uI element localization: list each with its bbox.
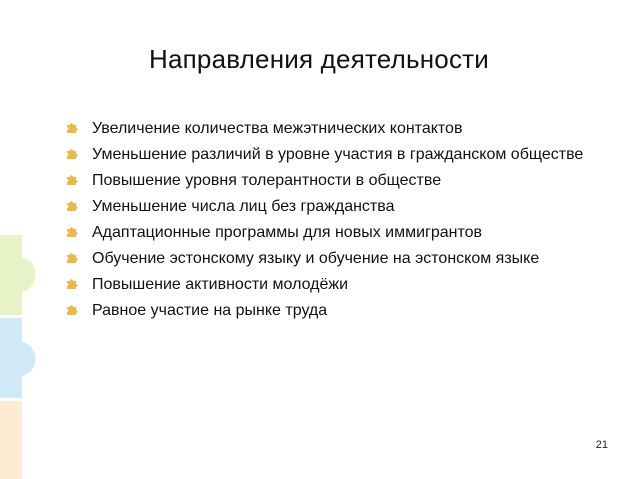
- puzzle-piece-icon: [66, 278, 78, 290]
- puzzle-piece-icon: [66, 226, 78, 238]
- bullet-item: [66, 144, 606, 165]
- bullet-text: Увеличение количества межэтнических контактов: [92, 120, 463, 137]
- bullet-text: Повышение уровня толерантности в обществе: [92, 172, 442, 189]
- slide-title: Направления деятельности: [149, 44, 489, 74]
- page-number: 21: [595, 439, 608, 451]
- puzzle-piece-icon: [66, 252, 78, 264]
- bullet-item: [66, 222, 606, 243]
- puzzle-piece-icon: [66, 200, 78, 212]
- puzzle-piece-green: [0, 235, 36, 315]
- bullet-item: [66, 274, 606, 295]
- puzzle-piece-blue: [0, 318, 36, 398]
- puzzle-piece-icon: [66, 122, 78, 134]
- bullet-item: [66, 300, 606, 321]
- bullet-item: [66, 118, 606, 139]
- puzzle-piece-icon: [66, 148, 78, 160]
- bullet-item: [66, 248, 606, 269]
- bullet-text: Адаптационные программы для новых иммигрантов: [92, 224, 483, 241]
- puzzle-piece-peach: [0, 401, 22, 479]
- bullet-text: Обучение эстонскому языку и обучение на эстонском языке: [92, 250, 540, 267]
- bullet-text: Уменьшение числа лиц без гражданства: [92, 198, 395, 215]
- bullet-text: Повышение активности молодёжи: [92, 276, 349, 293]
- bullet-item: [66, 170, 606, 191]
- bullet-list: [66, 118, 606, 326]
- puzzle-piece-icon: [66, 174, 78, 186]
- bullet-item: [66, 196, 606, 217]
- bullet-text: Равное участие на рынке труда: [92, 302, 328, 319]
- bullet-text: Уменьшение различий в уровне участия в гражданском обществе: [92, 146, 584, 163]
- puzzle-piece-icon: [66, 304, 78, 316]
